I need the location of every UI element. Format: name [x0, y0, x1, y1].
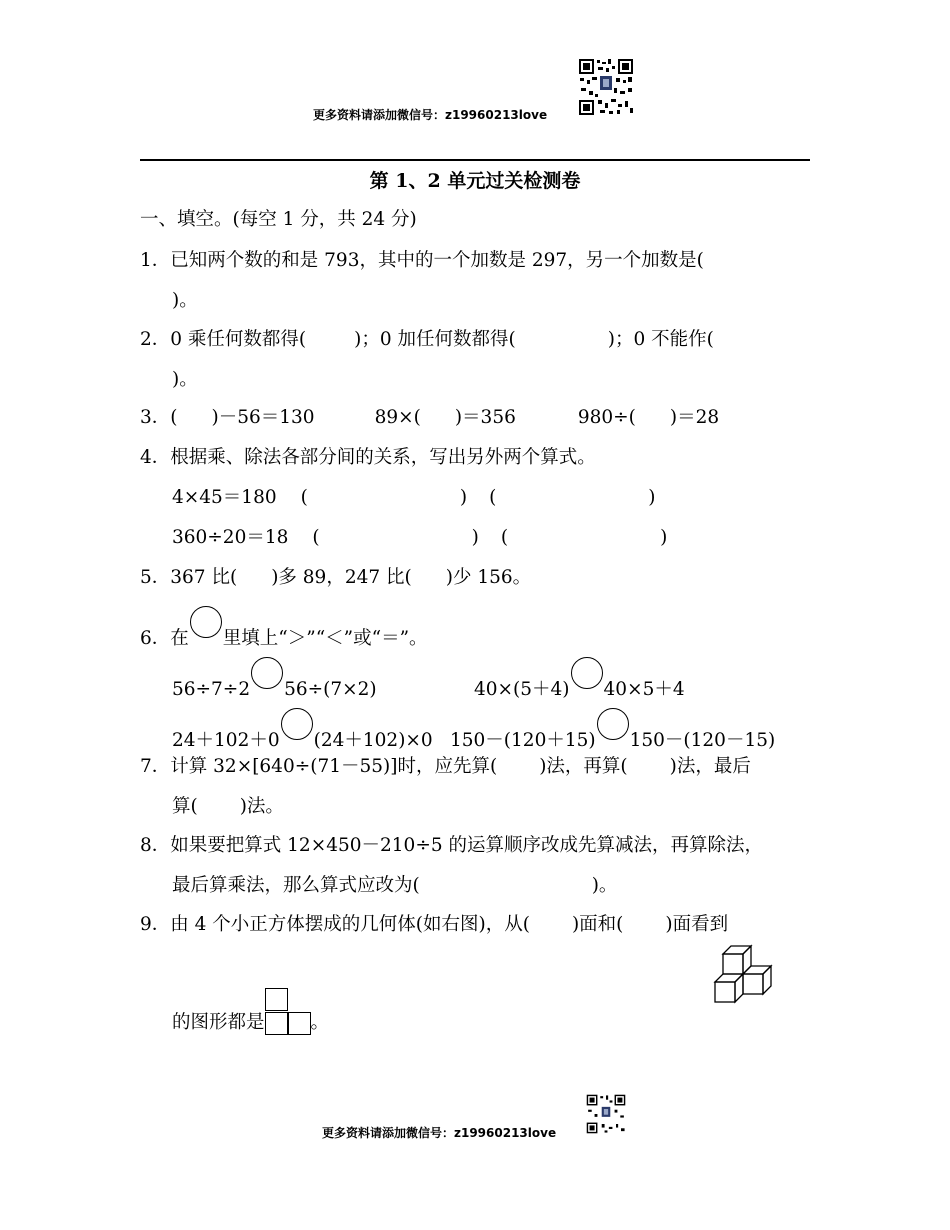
question-7-line1	[140, 755, 751, 779]
question-9-line1	[140, 913, 728, 937]
paren: (	[312, 527, 320, 548]
question-4-row1	[172, 486, 656, 510]
q6-b-right: 40×5＋4	[603, 679, 685, 700]
q3-part5: 980÷(	[577, 407, 636, 428]
question-1-line1: 1．已知两个数的和是 793，其中的一个加数是 297，另一个加数是(	[140, 250, 704, 271]
question-8-line1: 8．如果要把算式 12×450－210÷5 的运算顺序改成先算减法，再算除法，	[140, 835, 763, 856]
footer-qr-code	[586, 1094, 626, 1138]
q5-part2: )多 89，247 比(	[271, 567, 412, 588]
q6-item-a	[172, 665, 377, 702]
question-8-line2	[172, 874, 617, 898]
q2-part2: )；0 加任何数都得(	[354, 329, 516, 350]
question-1-line2: )。	[172, 290, 198, 311]
q6-item-c	[172, 716, 433, 753]
compare-circle	[281, 708, 313, 740]
q3-part4: )＝356	[454, 407, 516, 428]
q3-part6: )＝28	[669, 407, 720, 428]
q6-d-right: 150－(120－15)	[629, 730, 776, 751]
cubes-figure	[713, 944, 779, 1014]
q8-b-part2: )。	[591, 875, 618, 896]
q6-part2: 里填上“＞”“＜”或“＝”。	[222, 628, 428, 649]
question-7-line2	[172, 795, 284, 819]
q9-part3: )面看到	[665, 914, 729, 935]
q6-d-left: 150－(120＋15)	[450, 730, 596, 751]
paren: )	[459, 487, 468, 508]
q6-c-right: (24＋102)×0	[313, 730, 433, 751]
question-2-line2: )。	[172, 369, 198, 390]
q5-part1: 5．367 比(	[140, 567, 238, 588]
header-qr-code	[578, 58, 634, 120]
compare-circle	[597, 708, 629, 740]
paren: )	[471, 527, 479, 548]
q8-b-part1: 最后算乘法，那么算式应改为(	[172, 875, 420, 896]
paren: (	[500, 527, 509, 548]
page-title: 第 1、2 单元过关检测卷	[369, 170, 581, 192]
question-3	[140, 406, 719, 430]
q6-item-d	[450, 716, 775, 753]
question-5	[140, 566, 531, 590]
paren: )	[660, 527, 668, 548]
q9-b-part2: 。	[310, 1012, 330, 1033]
paren: (	[489, 487, 497, 508]
q3-part2: )－56＝130	[211, 407, 315, 428]
q9-part2: )面和(	[571, 914, 624, 935]
q7-part2: )法，再算(	[539, 756, 628, 777]
compare-circle	[251, 657, 283, 689]
section-heading: 一、填空。(每空 1 分，共 24 分)	[140, 209, 417, 230]
q9-part1: 9．由 4 个小正方体摆成的几何体(如右图)，从(	[140, 914, 530, 935]
q3-part1: 3．(	[140, 407, 178, 428]
compare-circle	[571, 657, 603, 689]
q7-part1: 7．计算 32×[640÷(71－55)]时，应先算(	[140, 756, 498, 777]
q6-c-left: 24＋102＋0	[172, 730, 280, 751]
q6-item-b	[474, 665, 685, 702]
footer-promo-text: 更多资料请添加微信号：z19960213love	[322, 1126, 557, 1140]
q7-b-part1: 算(	[172, 796, 198, 817]
paren: )	[648, 487, 656, 508]
question-2-line1	[140, 328, 714, 352]
q3-part3: 89×(	[374, 407, 421, 428]
header-rule	[140, 159, 810, 161]
q2-part1: 2．0 乘任何数都得(	[140, 329, 307, 350]
q5-part3: )少 156。	[445, 567, 532, 588]
question-4: 4．根据乘、除法各部分间的关系，写出另外两个算式。	[140, 447, 596, 468]
question-9-line2	[172, 988, 329, 1043]
q6-part1: 6．在	[140, 628, 189, 649]
compare-circle	[190, 606, 222, 638]
question-6	[140, 614, 428, 651]
q9-b-part1: 的图形都是	[172, 1012, 265, 1033]
q2-part3: )；0 不能作(	[607, 329, 714, 350]
q7-b-part2: )法。	[239, 796, 284, 817]
q6-a-left: 56÷7÷2	[172, 679, 251, 700]
paren: (	[300, 487, 308, 508]
q4-row2-equation: 360÷20＝18	[172, 527, 289, 548]
header-promo-text: 更多资料请添加微信号：z19960213love	[313, 108, 548, 122]
q4-row1-equation: 4×45＝180	[172, 487, 277, 508]
q6-b-left: 40×(5＋4)	[474, 679, 570, 700]
q7-part3: )法，最后	[669, 756, 751, 777]
view-shape-figure	[265, 988, 311, 1043]
question-4-row2	[172, 526, 667, 550]
q6-a-right: 56÷(7×2)	[284, 679, 377, 700]
